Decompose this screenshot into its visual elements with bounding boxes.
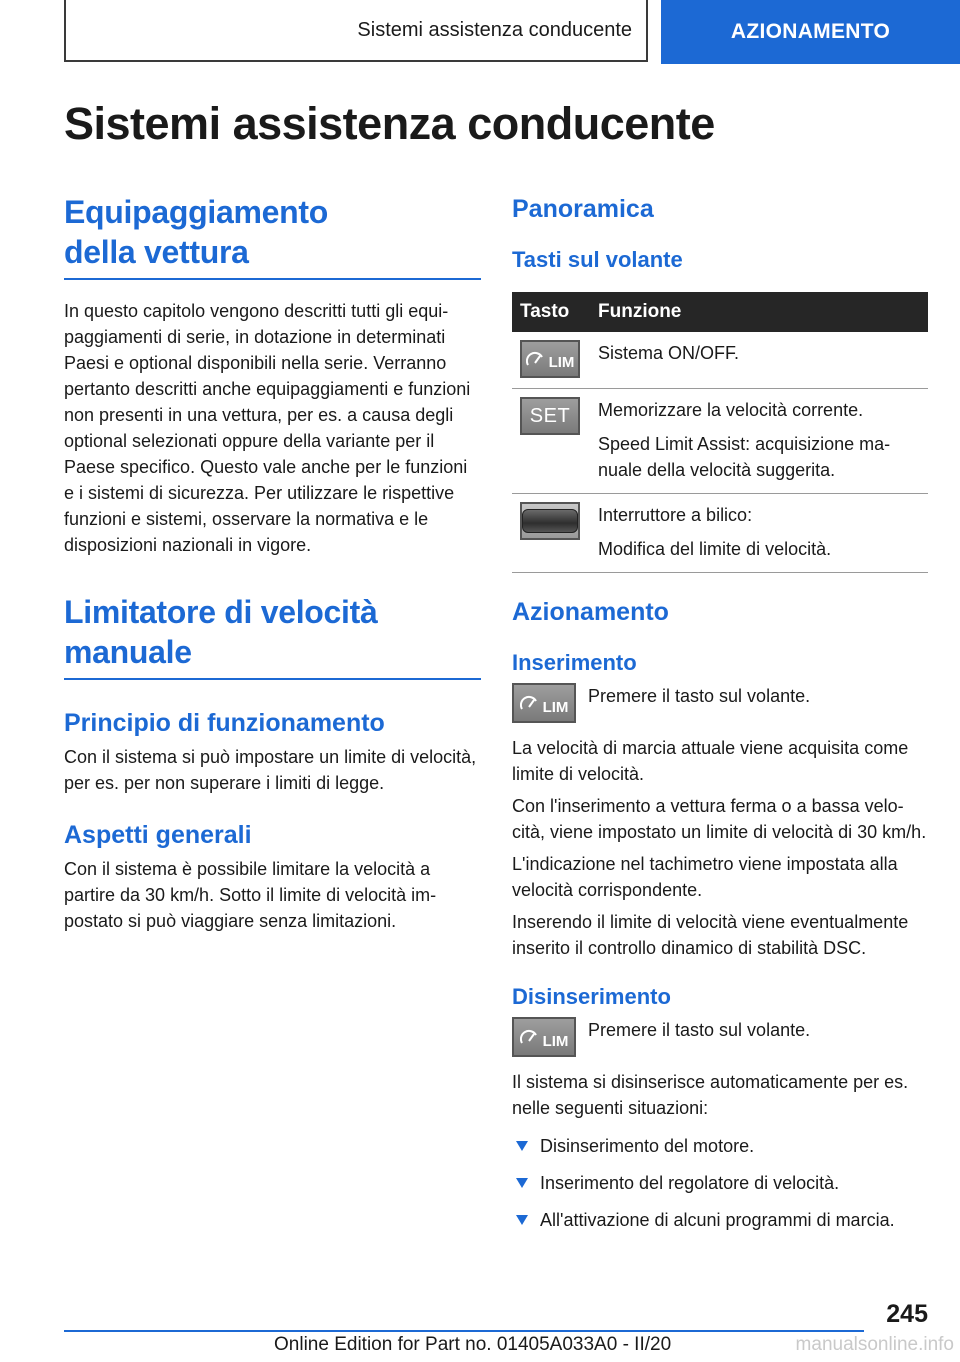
chapter-tab[interactable]: AZIONAMENTO	[661, 0, 960, 64]
table-row	[512, 332, 928, 389]
table-header-row	[512, 292, 928, 332]
running-header	[64, 0, 648, 62]
general-text: Con il sistema è possibile limitare la velocità a partire da 30 km/h. Sotto il limite di velocità impostato si può viaggiare senza limitazioni.	[64, 859, 437, 931]
deactivation-list	[512, 1133, 928, 1233]
activation-paragraph: La velocità di marcia attuale viene acquisita come limite di velocità.	[512, 738, 909, 784]
rocker-switch-icon	[520, 502, 580, 540]
footer-edition: Online Edition for Part no. 01405A033A0 - II/20	[274, 1334, 672, 1355]
limiter-heading: Limitatore di velocità manuale	[64, 594, 378, 670]
lim-button-icon: LIM	[512, 683, 576, 723]
activation-key-text: Premere il tasto sul volante.	[588, 686, 811, 706]
table-row	[512, 494, 928, 573]
overview-heading: Panoramica	[512, 195, 654, 223]
operation-heading: Azionamento	[512, 598, 669, 626]
function-text: Speed Limit Assist: acquisizione manuale della velocità suggerita.	[598, 434, 891, 480]
left-column	[64, 192, 481, 934]
buttons-heading: Tasti sul volante	[512, 247, 683, 272]
equipment-text: In questo capitolo vengono descritti tutti gli equipaggiamenti di serie, in dotazione in determinati Paesi e optional disponibili nella serie. Verranno pertanto descritti anche equipaggiamenti e funzioni non presenti in una vettura, per es. a causa degli optional selezionati oppure della variante per il Paese specifico. Questo vale anche per le funzioni e i sistemi di sicurezza. Per utilizzare le rispettive funzioni e sistemi, osservare la normativa e le disposizioni nazionali in vigore.	[64, 301, 471, 555]
function-text: Interruttore a bilico:	[598, 505, 753, 525]
watermark: manualsonline.info	[795, 1334, 954, 1355]
set-button-icon: SET	[520, 397, 580, 435]
function-text: Memorizzare la velocità corrente.	[598, 400, 864, 420]
triangle-bullet-icon	[516, 1215, 528, 1225]
function-text: Modifica del limite di velocità.	[598, 539, 832, 559]
buttons-table	[512, 292, 928, 573]
activation-paragraph: Con l'inserimento a vettura ferma o a bassa velocità, viene impostato un limite di velocità di 30 km/h.	[512, 796, 927, 842]
page-number: 245	[886, 1300, 928, 1328]
lim-button-icon: LIM	[520, 340, 580, 378]
list-item: Disinserimento del motore.	[512, 1133, 928, 1159]
table-header-function: Funzione	[590, 292, 928, 332]
triangle-bullet-icon	[516, 1141, 528, 1151]
footer-divider	[64, 1330, 864, 1332]
function-text: Sistema ON/OFF.	[598, 343, 740, 363]
principle-heading: Principio di funzionamento	[64, 709, 385, 737]
table-row	[512, 389, 928, 494]
table-header-key: Tasto	[512, 292, 590, 332]
header-section-title: Sistemi assistenza conducente	[357, 18, 632, 41]
triangle-bullet-icon	[516, 1178, 528, 1188]
right-column	[512, 192, 928, 1244]
page-title: Sistemi assistenza conducente	[64, 98, 715, 149]
activation-paragraph: L'indicazione nel tachimetro viene impostata alla velocità corrispondente.	[512, 854, 898, 900]
list-item: All'attivazione di alcuni programmi di marcia.	[512, 1207, 928, 1233]
activation-heading: Inserimento	[512, 650, 637, 675]
deactivation-text: Il sistema si disinserisce automaticamente per es. nelle seguenti situazioni:	[512, 1072, 909, 1118]
general-heading: Aspetti generali	[64, 821, 252, 849]
list-item: Inserimento del regolatore di velocità.	[512, 1170, 928, 1196]
principle-text: Con il sistema si può impostare un limite di velocità, per es. per non superare i limiti di legge.	[64, 747, 477, 793]
equipment-heading: Equipaggiamento della vettura	[64, 192, 364, 280]
deactivation-key-text: Premere il tasto sul volante.	[588, 1020, 811, 1040]
lim-button-icon: LIM	[512, 1017, 576, 1057]
activation-paragraph: Inserendo il limite di velocità viene eventualmente inserito il controllo dinamico di stabilità DSC.	[512, 912, 909, 958]
deactivation-heading: Disinserimento	[512, 984, 671, 1009]
